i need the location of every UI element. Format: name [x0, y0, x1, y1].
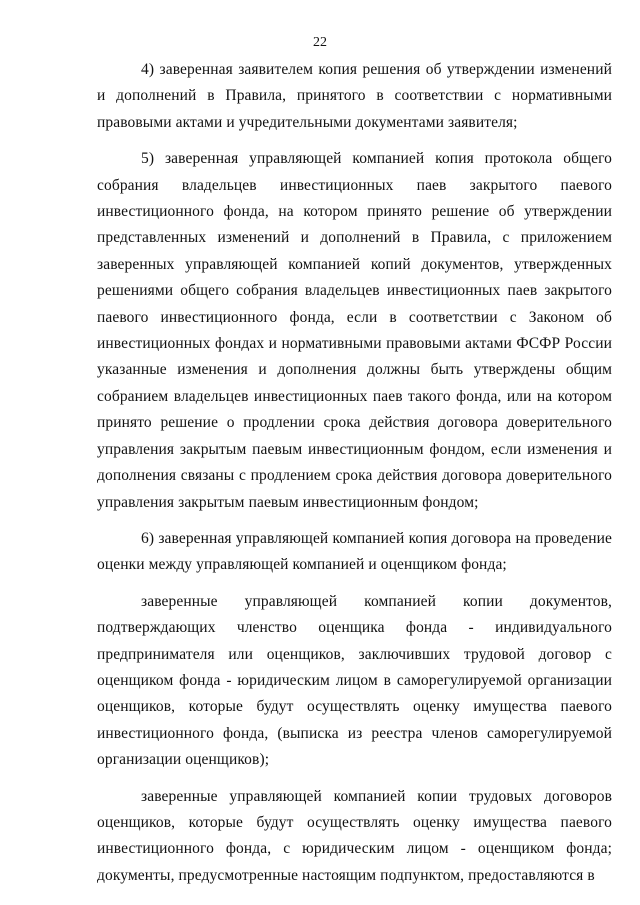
- paragraph-employment-contracts: заверенные управляющей компанией копии трудовых договоров оценщиков, которые будут осуществлять оценку имущества паевого инвестиционного фонда, с юридическим лицом - оценщиком фонда; документы, предусмотренные настоящим подпунктом, предоставляются в: [97, 787, 612, 884]
- paragraph-appraiser-membership: заверенные управляющей компанией копии документов, подтверждающих членство оценщика фонда - индивидуального предпринимателя или оценщиков, заключивших трудовой договор с оценщиком фонда - юридическим лицом в саморегулируемой организации оценщиков, которые будут осуществлять оценку имущества паевого инвестиционного фонда, (выписка из реестра членов саморегулируемой организации оценщиков);: [97, 592, 612, 769]
- paragraph-item-6: 6) заверенная управляющей компанией копия договора на проведение оценки между управляющей компанией и оценщиком фонда;: [97, 529, 612, 574]
- paragraph-item-5: 5) заверенная управляющей компанией копия протокола общего собрания владельцев инвестиционных паев закрытого паевого инвестиционного фонда, на котором принято решение об утверждении представленных изменений и дополнений в Правила, с приложением заверенных управляющей компанией копий документов, утвержденных решениями общего собрания владельцев инвестиционных паев закрытого паевого инвестиционного фонда, если в соответствии с Законом об инвестиционных фондах и нормативными правовыми актами ФСФР России указанные изменения и дополнения должны быть утверждены общим собранием владельцев инвестиционных паев такого фонда, или на котором принято решение о продлении срока действия договора доверительного управления закрытым паевым инвестиционным фондом, если изменения и дополнения связаны с продлением срока действия договора доверительного управления закрытым паевым инвестиционным фондом;: [97, 150, 612, 511]
- paragraph-item-4: 4) заверенная заявителем копия решения об утверждении изменений и дополнений в Правила, принятого в соответствии с нормативными правовыми актами и учредительными документами заявителя;: [97, 61, 612, 131]
- page-number: 22: [313, 35, 327, 50]
- document-body: [97, 57, 612, 889]
